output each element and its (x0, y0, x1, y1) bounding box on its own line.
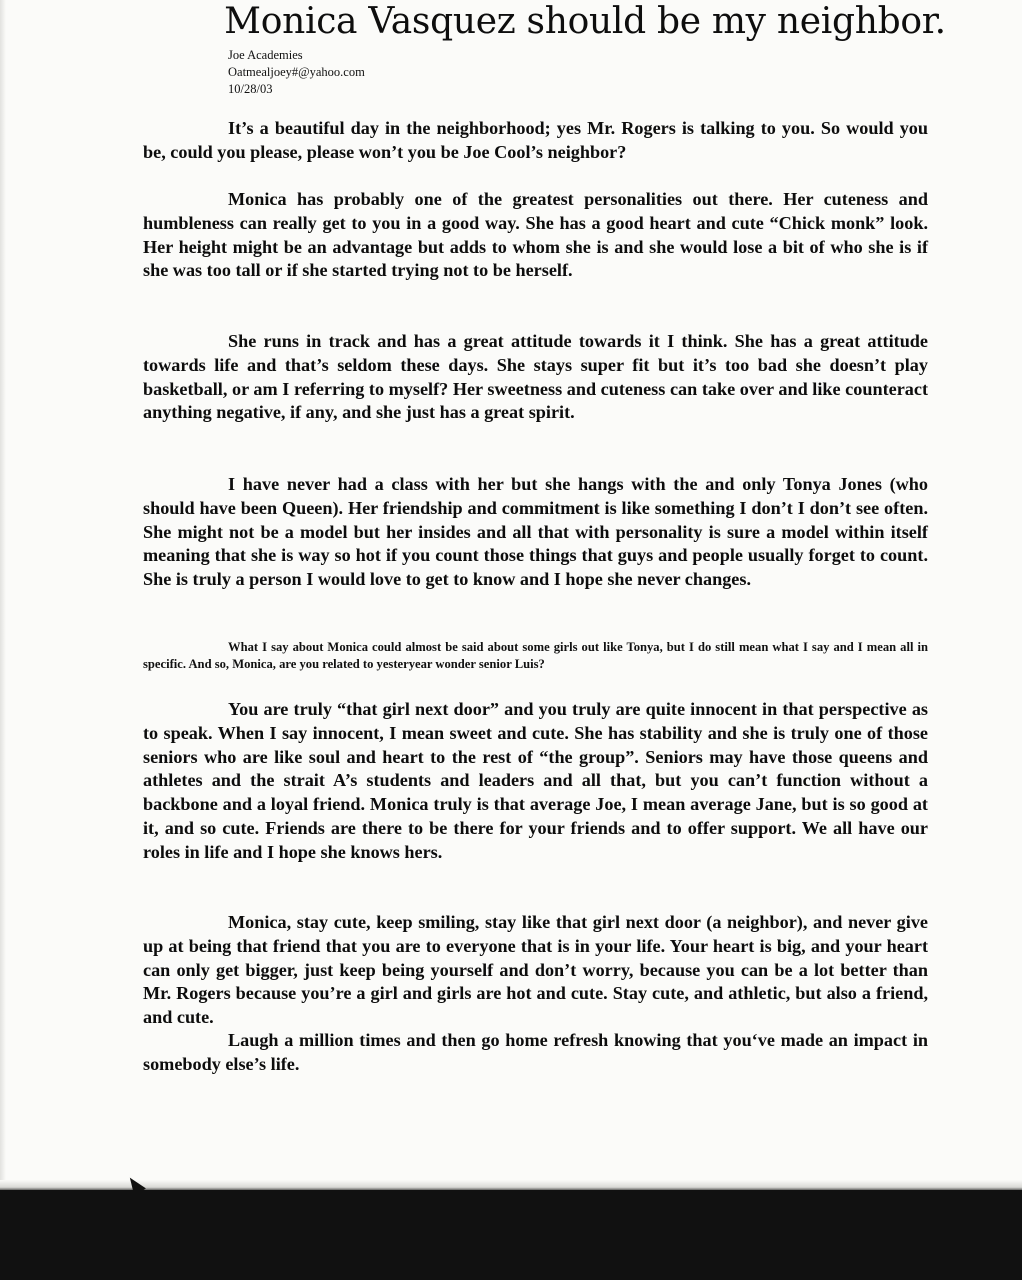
author-email: Oatmealjoey#@yahoo.com (228, 65, 365, 79)
scan-bottom-edge (0, 1180, 1022, 1190)
paragraph-friendship: I have never had a class with her but she hangs with the and only Tonya Jones (who should have been Queen). Her friendship and commitment is like something I don’t I don’t see often. She might not be a model but her insides and all that with personality is sure a model within itself meaning that she is way so hot if you count those things that guys and people usually forget to count. She is truly a person I would love to get to know and I hope she never changes. (143, 474, 928, 590)
paragraph-intro: It’s a beautiful day in the neighborhood; yes Mr. Rogers is talking to you. So would you be, could you please, please won’t you be Joe Cool’s neighbor? (143, 118, 928, 162)
paragraph-closing: Monica, stay cute, keep smiling, stay like that girl next door (a neighbor), and never give up at being that friend that you are to everyone that is in your life. Your heart is big, and your heart can only get bigger, just keep being yourself and don’t worry, because you can be a lot better than Mr. Rogers because you’re a girl and girls are hot and cute. Stay cute, and athletic, but also a friend, and cute. (143, 912, 928, 1028)
paragraph-final: Laugh a million times and then go home refresh knowing that you‘ve made an impact in somebody else’s life. (143, 1030, 928, 1074)
paragraph-personality: Monica has probably one of the greatest personalities out there. Her cuteness and humbleness can really get to you in a good way. She has a good heart and cute “Chick monk” look. Her height might be an advantage but adds to whom she is and she would lose a bit of who she is if she was too tall or if she started trying not to be herself. (143, 189, 928, 281)
page-shadow-strip (0, 0, 6, 1190)
author-name: Joe Academies (228, 48, 303, 62)
document-date: 10/28/03 (228, 82, 273, 96)
paragraph-girl-next-door: You are truly “that girl next door” and you truly are quite innocent in that perspective as to speak. When I say innocent, I mean sweet and cute. She has stability and she is truly one of those seniors who are like soul and heart to the rest of “the group”. Seniors may have those queens and athletes and the strait A’s students and leaders and all that, but you can’t function without a backbone and a loyal friend. Monica truly is that average Joe, I mean average Jane, but is so good at it, and so cute. Friends are there to be there for your friends and to offer support. We all have our roles in life and I hope she knows hers. (143, 699, 928, 862)
document-title: Monica Vasquez should be my neighbor. (224, 1, 946, 42)
paragraph-track: She runs in track and has a great attitude towards it I think. She has a great attitude towards life and that’s seldom these days. She stays super fit but it’s too bad she doesn’t play basketball, or am I referring to myself? Her sweetness and cuteness can take over and like counteract anything negative, if any, and she just has a great spirit. (143, 331, 928, 423)
small-print-note: What I say about Monica could almost be said about some girls out like Tonya, but I do still mean what I say and I mean all in specific. And so, Monica, are you related to yesteryear wonder senior Luis? (143, 640, 928, 671)
author-info (228, 47, 365, 98)
